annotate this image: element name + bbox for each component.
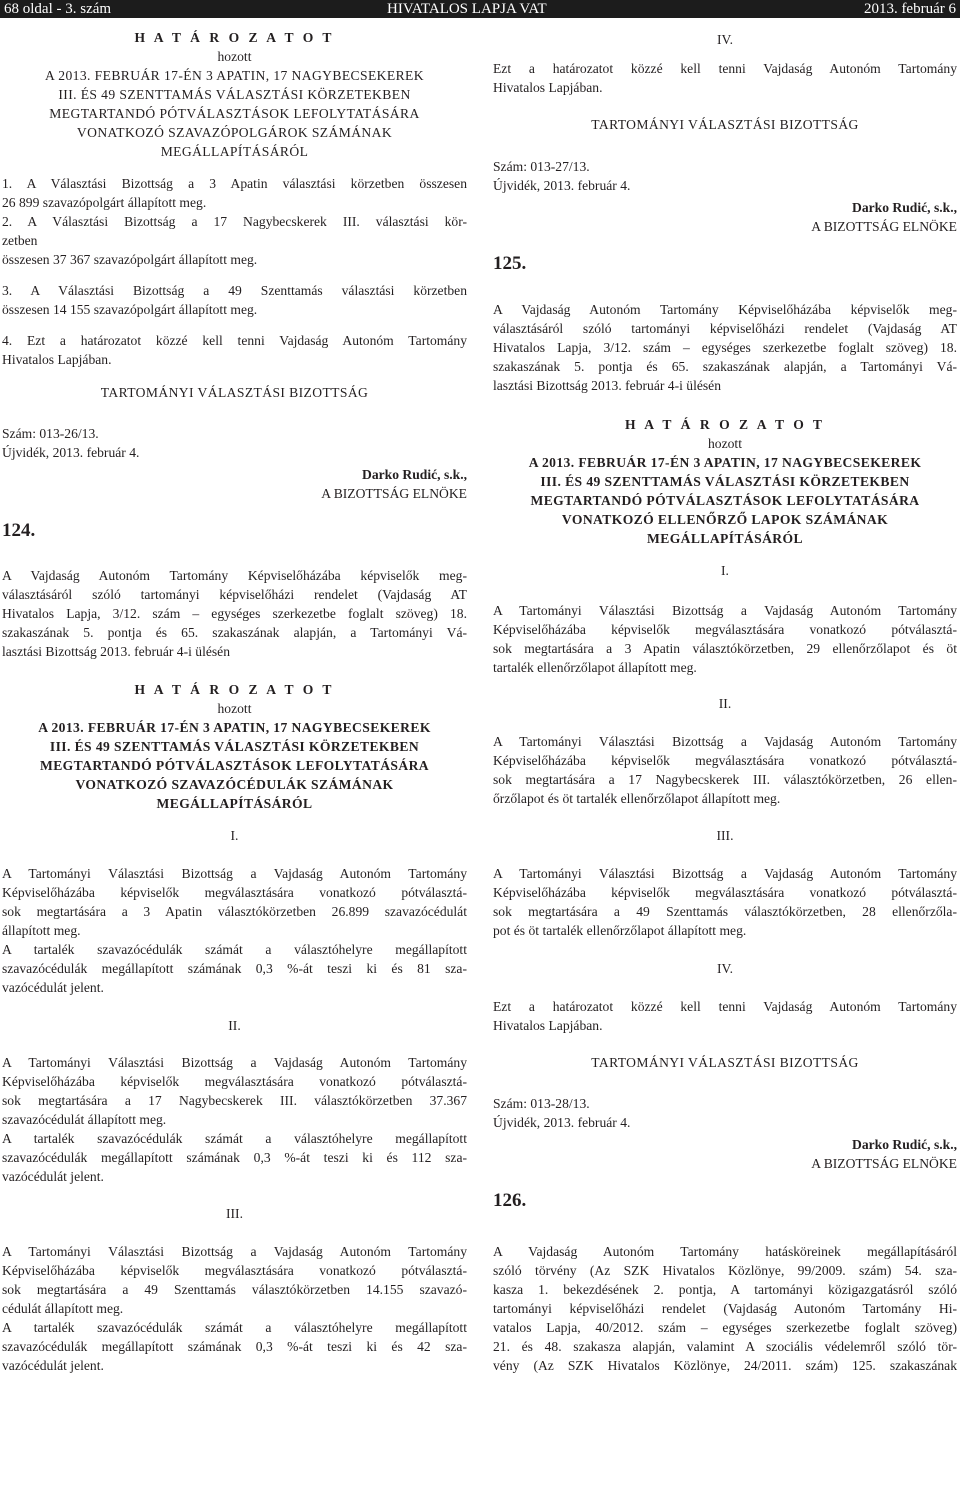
text-line: sok megtartására a 17 Nagybecskerek III. választókörzetben, 26 ellen- [493,772,957,787]
text-line: tartalék ellenőrzőlapot állapított meg. [493,660,697,675]
text-line: A Tartományi Választási Bizottság a Vajdaság Autonóm Tartomány [493,866,957,881]
text-line: III. [716,828,734,843]
signature-line: Darko Rudić, s.k., [852,1137,957,1152]
text-line: Képviselőházába képviselők megválasztására vonatkozó pótválasztá- [493,885,957,900]
signature-line: A BIZOTTSÁG ELNÖKE [811,1156,957,1171]
text-line: vazócédulát jelent. [2,980,104,995]
text-line: 21. és 48. szakasza alapján, valamint A szociális védelemről szóló tör- [493,1339,957,1354]
text-line: Újvidék, 2013. február 4. [2,445,140,460]
text-line: 4. Ezt a határozatot közzé kell tenni Vajdaság Autonóm Tartomány [2,333,467,348]
text-line: összesen 14 155 szavazópolgárt állapított meg. [2,302,258,317]
signature-line: A BIZOTTSÁG ELNÖKE [811,219,957,234]
text-line: Képviselőházába képviselők megválasztására vonatkozó pótválasztá- [2,1074,467,1089]
text-line: Hivatalos Lapja, 3/12. szám – egységes szerkezetbe foglalt szöveg) 18. [2,606,467,621]
text-line: szóló törvény (Az SZK Hivatalos Közlönye, 99/2009. szám) 54. sza- [493,1263,957,1278]
text-line: hozott [217,49,252,64]
text-line: vatalos Lapja, 40/2012. szám – egységes szerkezetbe foglalt szöveg) [493,1320,957,1335]
text-line: sok megtartására a 49 Szenttamás választókörzetben 14.155 szavazó- [2,1282,467,1297]
text-line: vazócédulát jelent. [2,1358,104,1373]
decision-heading: H A T Á R O Z A T O T [134,30,335,45]
text-line: III. [226,1206,243,1221]
heading-line: A 2013. FEBRUÁR 17-ÉN 3 APATIN, 17 NAGYBECSEKEREK [45,68,424,83]
text-line: Hivatalos Lapja, 3/12. szám – egységes szerkezetbe foglalt szöveg) 18. [493,340,957,355]
text-line: Hivatalos Lapjában. [493,80,603,95]
text-line: állapított meg. [2,923,81,938]
text-line: A Tartományi Választási Bizottság a Vajdaság Autonóm Tartomány [2,1244,467,1259]
text-line: lasztási Bizottság 2013. február 4-i ülésén [493,378,722,393]
heading-line: III. ÉS 49 SZENTTAMÁS VÁLASZTÁSI KÖRZETEKBEN [49,739,420,754]
heading-line: III. ÉS 49 SZENTTAMÁS VÁLASZTÁSI KÖRZETEKBEN [58,87,411,102]
text-line: A Vajdaság Autonóm Tartomány hatásköreinek megállapításáról [493,1244,957,1259]
page-header [0,0,960,18]
text-line: Hivatalos Lapjában. [493,1018,603,1033]
page-number: 68 oldal - 3. szám [4,1,112,17]
text-line: Ezt a határozatot közzé kell tenni Vajdaság Autonóm Tartomány [493,61,957,76]
text-line: Szám: 013-27/13. [493,159,590,174]
text-line: hozott [708,436,742,451]
text-line: hozott [217,701,252,716]
text-line: pot és öt tartalék ellenőrzőlapot állapított meg. [493,923,747,938]
text-line: összesen 37 367 szavazópolgárt állapított meg. [2,252,258,267]
text-line: IV. [717,32,733,47]
text-line: Újvidék, 2013. február 4. [493,178,631,193]
text-line: szakaszának 5. pontja és 65. szakaszának alapján, a Tartományi Vá- [2,625,467,640]
text-line: sok megtartására a 17 Nagybecskerek III. választókörzetben 37.367 [2,1093,467,1108]
heading-line: MEGÁLLAPÍTÁSÁRÓL [156,796,313,811]
text-line: II. [228,1018,241,1033]
heading-line: MEGTARTANDÓ PÓTVÁLASZTÁSOK LEFOLYTATÁSÁRA [49,106,420,121]
publication-title: HIVATALOS LAPJA VAT [387,1,547,17]
decision-number: 125. [493,253,527,274]
decision-heading: H A T Á R O Z A T O T [134,682,335,697]
text-line: Hivatalos Lapjában. [2,352,112,367]
text-line: A tartalék szavazócédulák számát a választóhelyre megállapított [2,1320,467,1335]
text-line: Képviselőházába képviselők megválasztására vonatkozó pótválasztá- [2,885,467,900]
text-line: sok megtartására a 3 Apatin választókörzetben, 29 ellenőrzőlapot és öt [493,641,957,656]
text-line: Képviselőházába képviselők megválasztására vonatkozó pótválasztá- [493,753,957,768]
issue-date: 2013. február 6 [863,1,956,17]
text-line: sok megtartására a 3 Apatin választókörzetben 26.899 szavazócédulát [2,904,467,919]
text-line: szavazócédulák megállapított számának 0,3 %-át teszi ki és 81 sza- [2,961,467,976]
signature-line: Darko Rudić, s.k., [852,200,957,215]
text-line: cédulát állapított meg. [2,1301,124,1316]
text-line: A Tartományi Választási Bizottság a Vajdaság Autonóm Tartomány [493,734,957,749]
text-line: Szám: 013-26/13. [2,426,99,441]
text-line: Ezt a határozatot közzé kell tenni Vajdaság Autonóm Tartomány [493,999,957,1014]
text-line: lasztási Bizottság 2013. február 4-i ülésén [2,644,231,659]
text-line: Képviselőházába képviselők megválasztására vonatkozó pótválasztá- [493,622,957,637]
decision-heading: H A T Á R O Z A T O T [624,417,825,432]
text-line: választásáról szóló tartományi képviselőházi rendelet (Vajdaság AT [493,321,957,336]
text-line: Szám: 013-28/13. [493,1096,590,1111]
text-line: 2. A Választási Bizottság a 17 Nagybecskerek III. választási kör- [2,214,467,229]
heading-line: MEGTARTANDÓ PÓTVÁLASZTÁSOK LEFOLYTATÁSÁRA [39,758,430,773]
text-line: A Tartományi Választási Bizottság a Vajdaság Autonóm Tartomány [493,603,957,618]
heading-line: TARTOMÁNYI VÁLASZTÁSI BIZOTTSÁG [100,385,369,400]
heading-line: A 2013. FEBRUÁR 17-ÉN 3 APATIN, 17 NAGYBECSEKEREK [528,455,922,470]
heading-line: MEGÁLLAPÍTÁSÁRÓL [647,531,803,546]
heading-line: MEGÁLLAPÍTÁSÁRÓL [160,144,309,159]
decision-number: 126. [493,1190,527,1211]
text-line: szavazócédulát állapított meg. [2,1112,167,1127]
text-line: Képviselőházába képviselők megválasztására vonatkozó pótválasztá- [2,1263,467,1278]
text-line: sok megtartására a 49 Szenttamás választókörzetben, 28 ellenőrzőla- [493,904,957,919]
text-line: I. [230,828,239,843]
heading-line: VONATKOZÓ SZAVAZÓPOLGÁROK SZÁMÁNAK [76,125,393,140]
text-line: A Tartományi Választási Bizottság a Vajdaság Autonóm Tartomány [2,1055,467,1070]
text-line: szavazócédulák megállapított számának 0,3 %-át teszi ki és 42 sza- [2,1339,467,1354]
heading-line: III. ÉS 49 SZENTTAMÁS VÁLASZTÁSI KÖRZETEKBEN [540,474,910,489]
text-line: vény (Az SZK Hivatalos Közlönye, 24/2011. szám) 125. szakaszának [493,1358,957,1373]
heading-line: MEGTARTANDÓ PÓTVÁLASZTÁSOK LEFOLYTATÁSÁRA [530,493,920,508]
text-line: IV. [717,961,733,976]
heading-line: A 2013. FEBRUÁR 17-ÉN 3 APATIN, 17 NAGYBECSEKEREK [38,720,431,735]
text-line: szavazócédulák megállapított számának 0,3 %-át teszi ki és 112 sza- [2,1150,467,1165]
text-line: választásáról szóló tartományi képviselőházi rendelet (Vajdaság AT [2,587,467,602]
text-line: 1. A Választási Bizottság a 3 Apatin választási körzetben összesen [2,176,467,191]
text-line: zetben [2,233,38,248]
heading-line: TARTOMÁNYI VÁLASZTÁSI BIZOTTSÁG [591,1055,859,1070]
text-line: szakaszának 5. pontja és 65. szakaszának alapján, a Tartományi Vá- [493,359,957,374]
heading-line: VONATKOZÓ SZAVAZÓCÉDULÁK SZÁMÁNAK [75,777,394,792]
signature-line: Darko Rudić, s.k., [362,467,467,482]
text-line: őrzőlapot és öt tartalék ellenőrzőlapot állapított meg. [493,791,781,806]
text-line: A Vajdaság Autonóm Tartomány Képviselőházába képviselők meg- [2,568,467,583]
text-line: A tartalék szavazócédulák számát a választóhelyre megállapított [2,942,467,957]
text-line: A Vajdaság Autonóm Tartomány Képviselőházába képviselők meg- [493,302,957,317]
text-line: tartományi képviselőházi rendelet (Vajdaság Autonóm Tartomány Hi- [493,1301,957,1316]
text-line: 3. A Választási Bizottság a 49 Szenttamás választási körzetben [2,283,467,298]
heading-line: VONATKOZÓ ELLENŐRZŐ LAPOK SZÁMÁNAK [561,512,889,527]
decision-number: 124. [2,520,36,541]
heading-line: TARTOMÁNYI VÁLASZTÁSI BIZOTTSÁG [591,117,859,132]
text-line: II. [718,696,732,711]
text-line: kasza 1. bekezdésének 2. pontja, A tartományi közigazgatásról szóló [493,1282,957,1297]
text-line: A Tartományi Választási Bizottság a Vajdaság Autonóm Tartomány [2,866,467,881]
text-line: A tartalék szavazócédulák számát a választóhelyre megállapított [2,1131,467,1146]
text-line: 26 899 szavazópolgárt állapított meg. [2,195,207,210]
text-line: Újvidék, 2013. február 4. [493,1115,631,1130]
signature-line: A BIZOTTSÁG ELNÖKE [321,486,467,501]
text-line: I. [721,563,729,578]
text-line: vazócédulát jelent. [2,1169,104,1184]
